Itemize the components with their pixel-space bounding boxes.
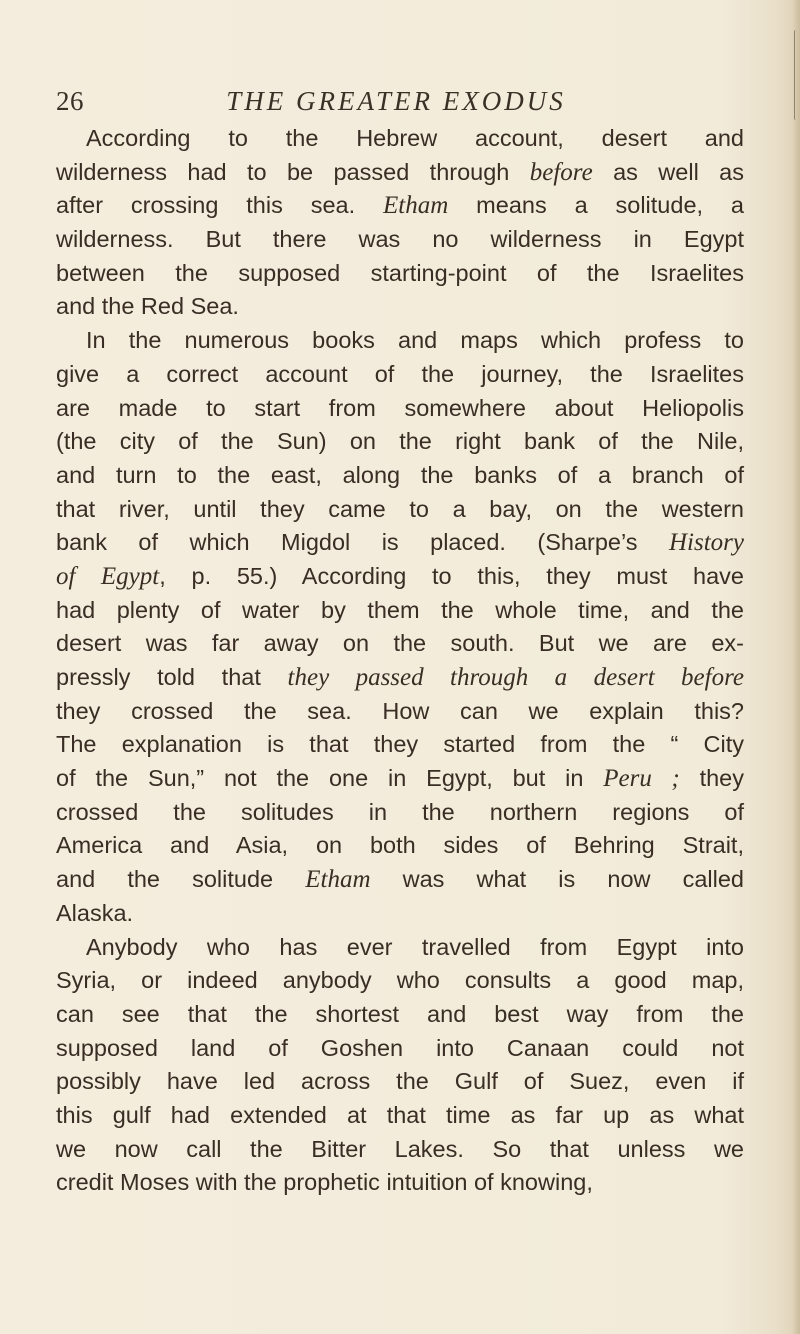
text-line bbox=[56, 1166, 744, 1200]
text-line bbox=[56, 1065, 744, 1099]
text-run: that river, until they came to a bay, on the western bbox=[56, 495, 744, 522]
text-run: The explanation is that they started from the “ City bbox=[56, 731, 744, 758]
text-line bbox=[56, 324, 744, 358]
italic-text: Etham bbox=[305, 866, 371, 894]
text-line bbox=[56, 189, 744, 223]
text-line bbox=[56, 728, 744, 762]
text-run: and the solitude bbox=[56, 866, 306, 893]
text-run: Syria, or indeed anybody who consults a good map, bbox=[56, 967, 744, 994]
text-run: can see that the shortest and best way from the bbox=[56, 1000, 744, 1027]
text-run: wilderness. But there was no wilderness in Egypt bbox=[56, 226, 744, 253]
text-run: and the Red Sea. bbox=[56, 293, 239, 320]
text-run: Anybody who has ever travelled from Egypt into bbox=[86, 933, 744, 960]
text-line bbox=[56, 796, 744, 830]
text-run: supposed land of Goshen into Canaan could not bbox=[56, 1034, 744, 1061]
text-run: , p. 55.) According to this, they must have bbox=[159, 562, 744, 589]
text-run: they bbox=[679, 765, 744, 792]
page-number: 26 bbox=[56, 86, 84, 116]
text-run: Alaska. bbox=[56, 899, 134, 926]
text-run: crossed the solitudes in the northern regions of bbox=[56, 798, 744, 825]
text-run: of the Sun,” not the one in Egypt, but in bbox=[56, 765, 604, 792]
text-line bbox=[56, 358, 744, 392]
text-run: bank of which Migdol is placed. (Sharpe’s bbox=[56, 529, 669, 556]
italic-text: before bbox=[529, 158, 593, 186]
page-edge-mark bbox=[794, 30, 798, 120]
text-line bbox=[56, 964, 744, 998]
text-run: According to the Hebrew account, desert and bbox=[86, 125, 744, 151]
italic-text: History bbox=[669, 529, 744, 557]
italic-text: Etham bbox=[383, 192, 449, 220]
text-line bbox=[56, 122, 744, 156]
running-title: THE GREATER EXODUS bbox=[226, 86, 566, 116]
text-run: are made to start from somewhere about Heliopolis bbox=[56, 394, 744, 421]
text-run: give a correct account of the journey, the Israelites bbox=[56, 360, 744, 387]
text-line bbox=[56, 627, 744, 661]
text-run: pressly told that bbox=[56, 664, 288, 690]
text-line bbox=[56, 1032, 744, 1066]
text-line bbox=[56, 762, 744, 796]
text-run: (the city of the Sun) on the right bank of the Nile, bbox=[56, 428, 744, 455]
page-edge-shadow bbox=[792, 0, 800, 1334]
text-run: In the numerous books and maps which profess to bbox=[86, 327, 744, 354]
text-line bbox=[56, 829, 744, 863]
text-run: credit Moses with the prophetic intuition of knowing, bbox=[56, 1169, 593, 1196]
text-run: possibly have led across the Gulf of Suez, even if bbox=[56, 1068, 744, 1095]
text-run: we now call the Bitter Lakes. So that unless we bbox=[56, 1135, 744, 1162]
text-line bbox=[56, 695, 744, 729]
text-line bbox=[56, 863, 744, 897]
text-line bbox=[56, 560, 744, 594]
text-run: between the supposed starting-point of the Israelites bbox=[56, 259, 744, 286]
text-run: as well as bbox=[592, 158, 744, 185]
text-run: was what is now called bbox=[370, 866, 745, 893]
text-line bbox=[56, 594, 744, 628]
text-run: had plenty of water by them the whole time, and the bbox=[56, 596, 744, 623]
text-run: this gulf had extended at that time as far up as what bbox=[56, 1101, 744, 1128]
text-line bbox=[56, 290, 744, 324]
text-line bbox=[56, 459, 744, 493]
text-run: and turn to the east, along the banks of a branch of bbox=[56, 461, 744, 488]
italic-text: of Egypt bbox=[56, 562, 160, 590]
italic-text: Peru ; bbox=[603, 765, 680, 793]
text-run: America and Asia, on both sides of Behring Strait, bbox=[56, 832, 744, 859]
text-line bbox=[56, 526, 744, 560]
text-line bbox=[56, 998, 744, 1032]
text-line bbox=[56, 931, 744, 965]
body-text bbox=[56, 122, 744, 1200]
text-line bbox=[56, 493, 744, 527]
text-line bbox=[56, 661, 744, 695]
text-line bbox=[56, 392, 744, 426]
text-line bbox=[56, 223, 744, 257]
text-line bbox=[56, 1099, 744, 1133]
text-line bbox=[56, 425, 744, 459]
italic-text: they passed through a desert before bbox=[287, 664, 744, 691]
text-run: desert was far away on the south. But we are ex- bbox=[56, 630, 744, 657]
page-header bbox=[56, 86, 736, 116]
text-run: means a solitude, a bbox=[448, 192, 744, 219]
text-run: wilderness had to be passed through bbox=[56, 158, 530, 185]
text-line bbox=[56, 257, 744, 291]
text-line bbox=[56, 156, 744, 190]
text-line bbox=[56, 1133, 744, 1167]
text-line bbox=[56, 897, 744, 931]
text-run: they crossed the sea. How can we explain this? bbox=[56, 697, 744, 724]
text-run: after crossing this sea. bbox=[56, 192, 384, 219]
